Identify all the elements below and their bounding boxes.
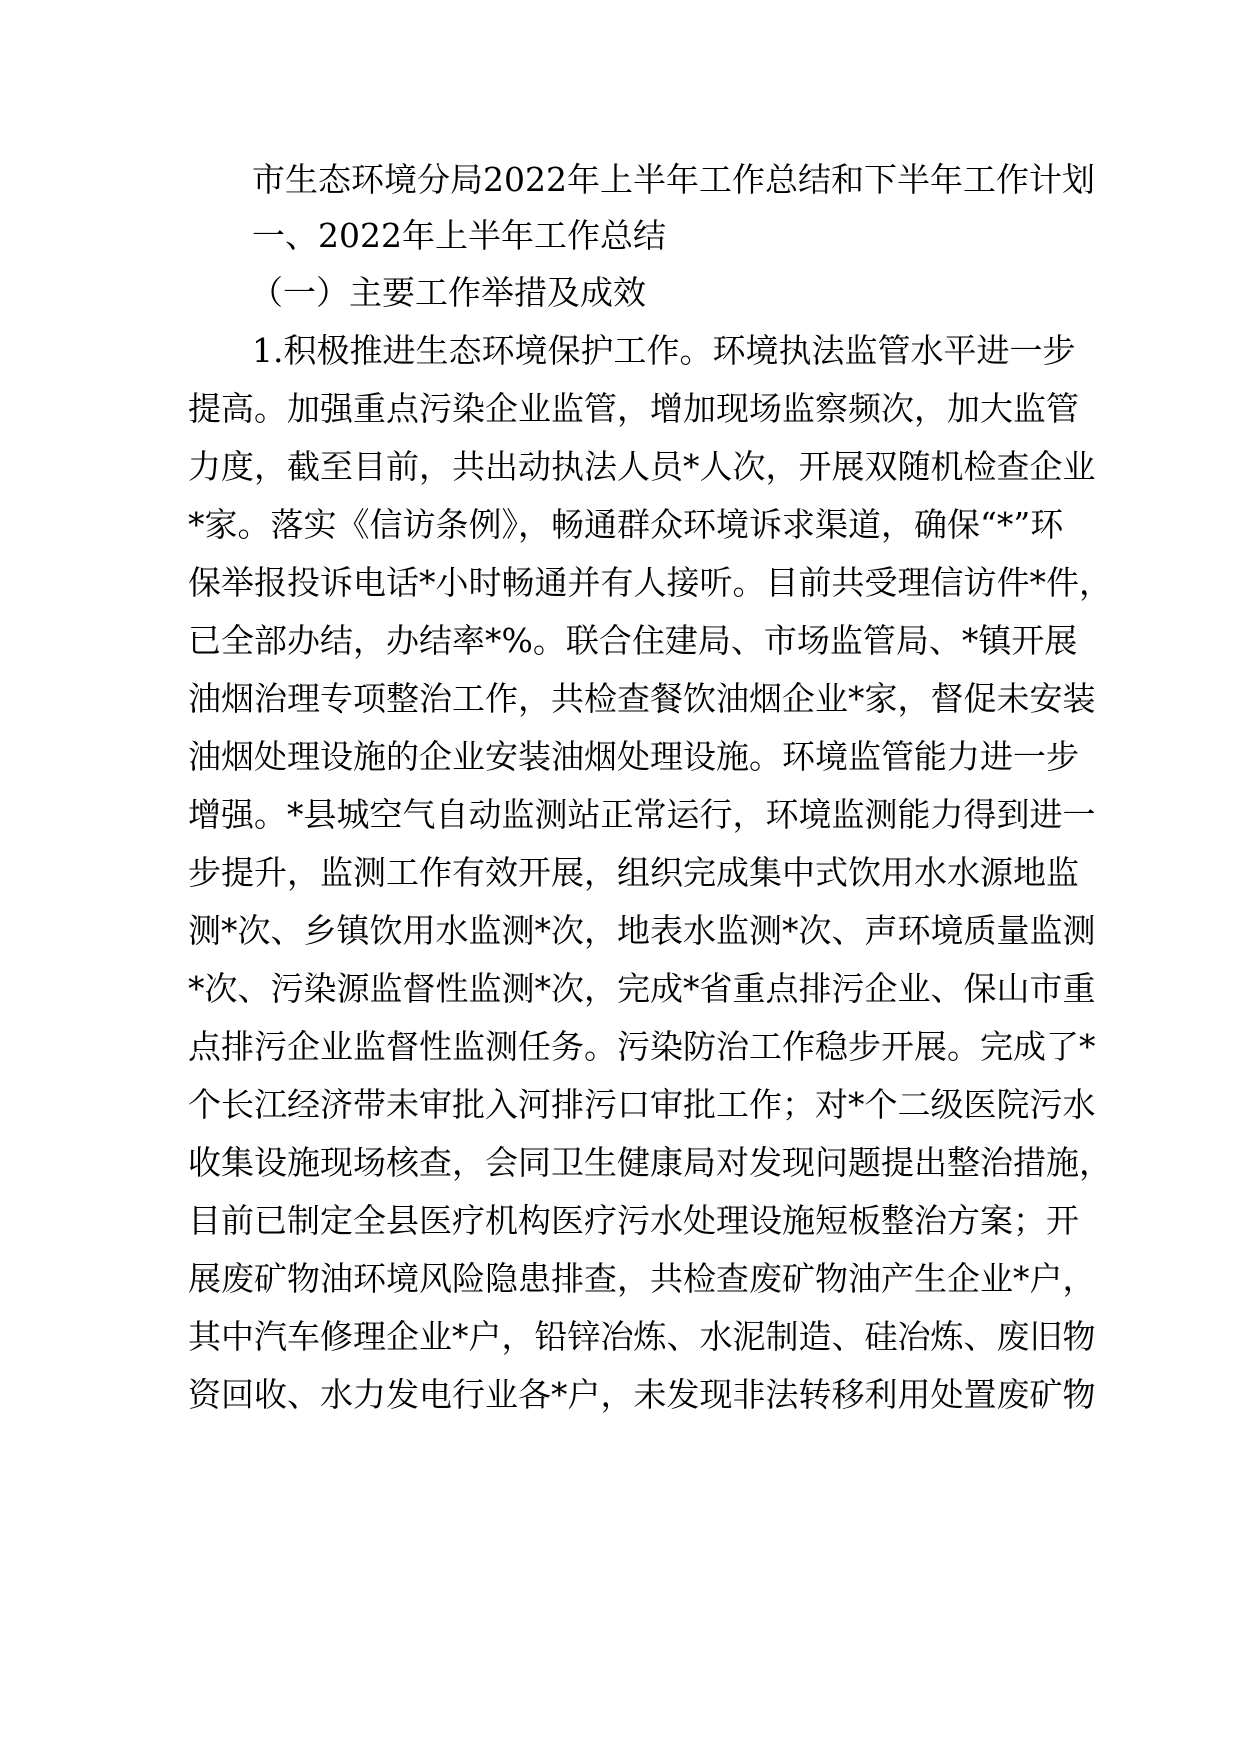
paragraph-line: *次、污染源监督性监测*次，完成*省重点排污企业、保山市重: [188, 969, 1096, 1008]
paragraph-line: 提高。加强重点污染企业监管，增加现场监察频次，加大监管: [188, 389, 1079, 428]
paragraph-line: *家。落实《信访条例》，畅通群众环境诉求渠道，确保“*”环: [188, 505, 1064, 544]
document-title: 市生态环境分局2022年上半年工作总结和下半年工作计划: [252, 160, 1095, 199]
paragraph-line: 其中汽车修理企业*户，铅锌冶炼、水泥制造、硅冶炼、废旧物: [188, 1317, 1096, 1356]
paragraph-line: 展废矿物油环境风险隐患排查，共检查废矿物油产生企业*户，: [188, 1259, 1096, 1298]
paragraph-line: 保举报投诉电话*小时畅通并有人接听。目前共受理信访件*件，: [188, 563, 1112, 602]
section-heading: 一、2022年上半年工作总结: [252, 216, 666, 255]
subsection-heading: （一）主要工作举措及成效: [250, 273, 646, 312]
paragraph-line: 已全部办结，办结率*%。联合住建局、市场监管局、*镇开展: [188, 621, 1078, 660]
paragraph-line: 收集设施现场核查，会同卫生健康局对发现问题提出整治措施，: [188, 1143, 1112, 1182]
paragraph-line: 步提升，监测工作有效开展，组织完成集中式饮用水水源地监: [188, 853, 1079, 892]
paragraph-line: 油烟处理设施的企业安装油烟处理设施。环境监管能力进一步: [188, 737, 1079, 776]
paragraph-line: 油烟治理专项整治工作，共检查餐饮油烟企业*家，督促未安装: [188, 679, 1096, 718]
paragraph-line: 点排污企业监督性监测任务。污染防治工作稳步开展。完成了*: [188, 1027, 1096, 1066]
paragraph-line: 个长江经济带未审批入河排污口审批工作；对*个二级医院污水: [188, 1085, 1096, 1124]
paragraph-line: 测*次、乡镇饮用水监测*次，地表水监测*次、声环境质量监测: [188, 911, 1096, 950]
paragraph-line: 增强。*县城空气自动监测站正常运行，环境监测能力得到进一: [188, 795, 1096, 834]
paragraph-line: 资回收、水力发电行业各*户，未发现非法转移利用处置废矿物: [188, 1375, 1096, 1414]
paragraph-line: 1.积极推进生态环境保护工作。环境执法监管水平进一步: [252, 331, 1076, 370]
paragraph-line: 力度，截至目前，共出动执法人员*人次，开展双随机检查企业: [188, 447, 1096, 486]
paragraph-line: 目前已制定全县医疗机构医疗污水处理设施短板整治方案；开: [188, 1201, 1079, 1240]
